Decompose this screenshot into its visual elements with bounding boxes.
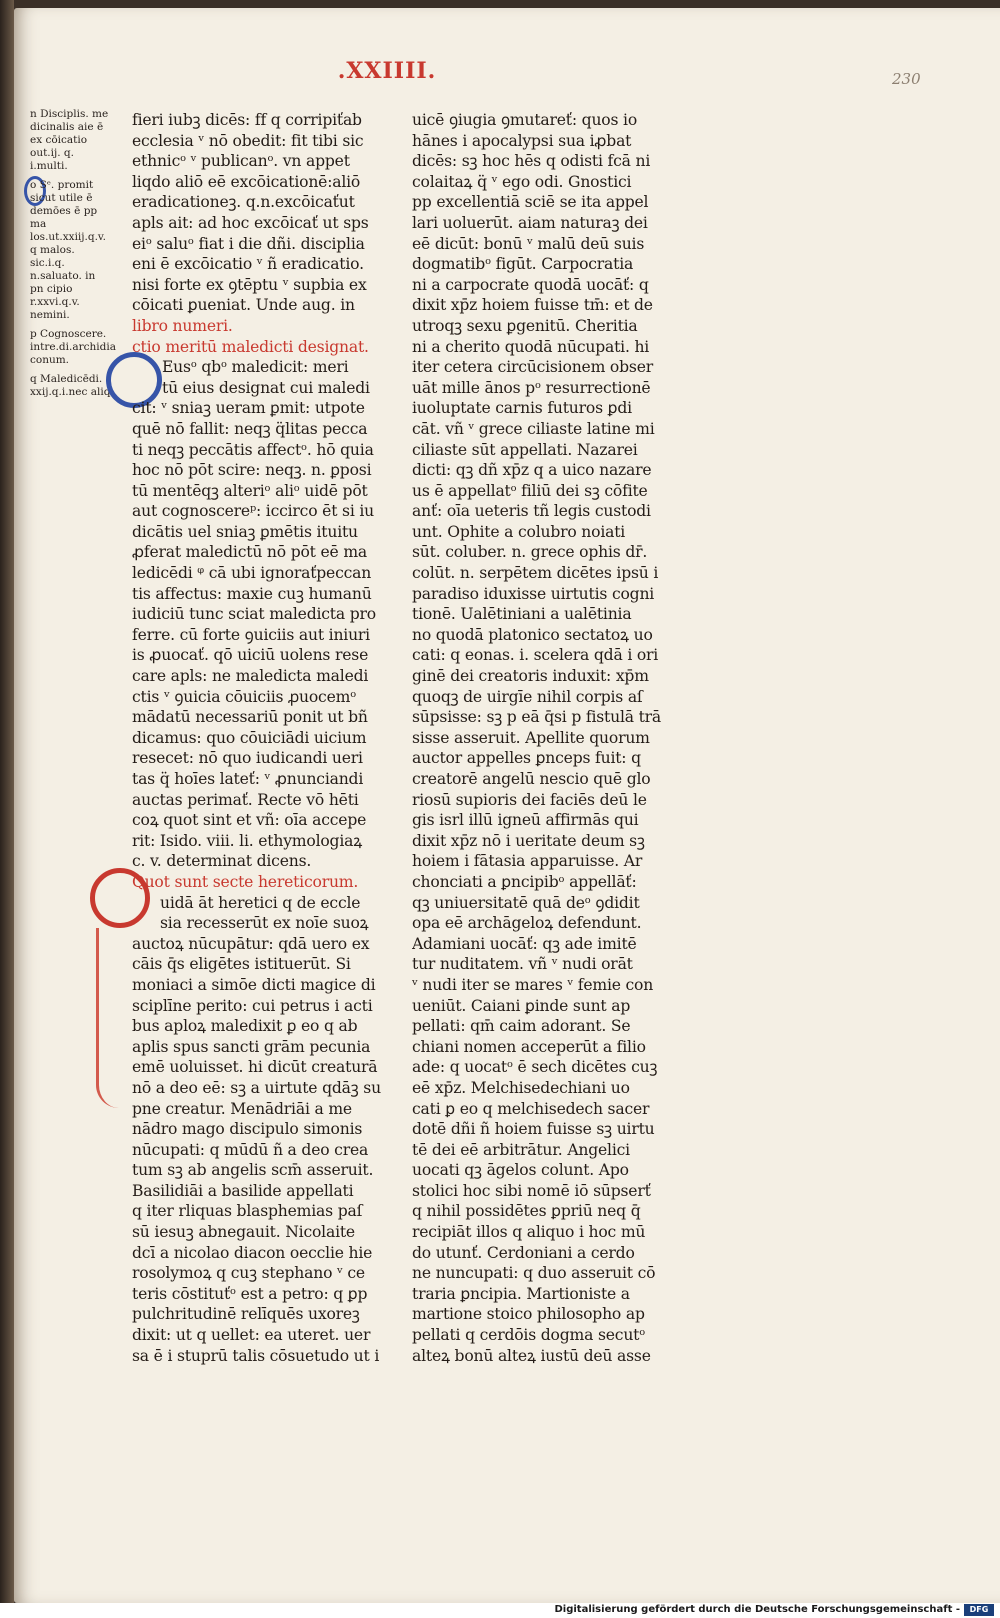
margin-note: n Disciplis. me dicinalis aie ē ex cōicatio out.ij. q. i.multi. — [30, 108, 109, 172]
text-line: liqdo aliō eē excōicationē:aliō — [132, 172, 361, 191]
text-line: care apls: ne maledicta maledi — [132, 667, 369, 686]
text-line: dicamus: quo cōuiciādi uicium — [132, 728, 367, 747]
text-line: paradiso iduxisse uirtutis cogni — [412, 584, 655, 603]
text-line: sū iesuꝫ abnegauit. Nicolaite — [132, 1223, 355, 1242]
text-line: lari uoluerūt. aiam naturaꝫ dei — [412, 213, 648, 232]
text-line: Basilidiāi a basilide appellati — [132, 1181, 354, 1200]
footer-text: Digitalisierung gefördert durch die Deutsche Forschungsgemeinschaft - — [554, 1604, 960, 1615]
text-line: sciplīne perito: cui petrus i acti — [132, 996, 373, 1015]
text-line: sūpsisse: sꝫ p eā q̄si p fistulā trā — [412, 708, 662, 727]
text-line: dicēs: sꝫ hoc hēs q odisti fcā ni — [412, 152, 651, 171]
text-line: cati ꝑ eo q melchisedech sacer — [412, 1099, 650, 1118]
text-line: dicti: qꝫ dñ xp̄z q a uico nazare — [412, 461, 652, 480]
text-line: sisse asseruit. Apellite quorum — [412, 728, 650, 747]
text-line: uicē ꝯiugia ꝯmutareť: quos io — [412, 111, 638, 129]
text-line: iter cetera circūcisionem obser — [412, 358, 653, 377]
text-line: tas q̈ hoīes lateť: ᵛ ꝓnunciandi — [132, 770, 364, 788]
text-line: Quot sunt secte hereticorum. — [132, 872, 359, 891]
text-line: ne nuncupati: q duo asseruit cō — [412, 1264, 656, 1283]
text-line: tionē. Ualētiniani a ualētinia — [412, 605, 632, 624]
text-line: bus aploꝝ maledixit ꝑ eo q ab — [132, 1017, 358, 1036]
text-line: nō a deo eē: sꝫ a uirtute qdāꝫ su — [132, 1078, 381, 1097]
text-line: ni a cherito quodā nūcupati. hi — [412, 337, 650, 356]
text-line: c. v. determinat dicens. — [132, 852, 312, 871]
text-line: pulchritudinē relīquēs uxoreꝫ — [132, 1305, 360, 1324]
text-line: anť: oīa ueteris tñ legis custodi — [412, 502, 651, 521]
text-line: us ē appellatᵒ filiū dei sꝫ cōfite — [412, 481, 648, 500]
text-line: tū eius designat cui maledi — [162, 378, 370, 397]
text-line: teris cōstituťᵒ est a petro: q ꝑp — [132, 1284, 368, 1303]
text-line: recipiāt illos q aliquo i hoc mū — [412, 1223, 646, 1242]
text-line: uocati qꝫ āgelos colunt. Apo — [412, 1161, 629, 1180]
text-line: colūt. n. serpētem dicētes ipsū i — [412, 564, 659, 583]
text-line: aplis spus sancti grām pecunia — [132, 1037, 371, 1056]
text-line: sia recesserūt ex noīe suoꝝ — [160, 914, 369, 933]
right-column — [412, 110, 677, 1366]
text-line: uāt mille ānos pᵒ resurrectionē — [412, 378, 651, 397]
text-line: cāt. vñ ᵛ grece ciliaste latine mi — [412, 419, 655, 438]
folio-number: 230 — [892, 70, 921, 88]
text-line: ade: q uocatᵒ ē sech dicētes cuꝫ — [412, 1058, 658, 1077]
text-line: auctoꝝ nūcupātur: qdā uero ex — [132, 934, 370, 953]
text-line: tur nuditatem. vñ ᵛ nudi orāt — [412, 955, 633, 974]
text-line: mādatū necessariū ponit ut bñ — [132, 708, 368, 727]
margin-note: p Cognoscere. intre.di.archidia conum. — [30, 328, 116, 366]
text-line: sūt. coluber. n. grece ophis dr̄. — [412, 543, 648, 562]
text-line: chonciati a ꝑncipibᵒ appellāť: — [412, 872, 637, 891]
text-line: q nihil possidētes ꝑpriū neq q̄ — [412, 1202, 641, 1221]
text-line: ctis ᵛ ꝯuicia cōuiciis ꝓuocemᵒ — [132, 687, 357, 706]
text-line: chiani nomen acceperūt a filio — [412, 1037, 646, 1056]
text-line: pne creatur. Menādriāi a me — [132, 1099, 352, 1118]
text-line: ueniūt. Caiani ꝑinde sunt ap — [412, 996, 631, 1015]
text-line: cit: ᵛ sniaꝫ ueram ꝑmit: utpote — [132, 399, 365, 418]
text-line: opa eē archāgeloꝝ defendunt. — [412, 914, 642, 933]
dfg-logo: DFG — [964, 1604, 994, 1616]
text-line: iudiciū tunc sciat maledicta pro — [132, 605, 376, 624]
text-line: alteꝝ bonū alteꝝ iustū deū asse — [412, 1346, 651, 1365]
text-line: libro numeri. — [132, 316, 233, 335]
text-line: aut cognoscereᵖ: iccirco ēt si iu — [132, 502, 374, 521]
text-line: Eusᵒ qbᵒ maledicit: meri — [162, 358, 349, 377]
text-line: Adamiani uocāť: qꝫ ade imitē — [412, 934, 637, 953]
text-line: pellati q cerdōis dogma secutᵒ — [412, 1326, 646, 1345]
text-line: coꝝ quot sint et vñ: oīa accepe — [132, 811, 367, 830]
text-line: tis affectus: maxie cuꝫ humanū — [132, 584, 372, 603]
text-line: resecet: nō quo iudicandi ueri — [132, 749, 363, 768]
text-line: ctio meritū maledicti designat. — [132, 337, 369, 356]
footer — [0, 1603, 1000, 1618]
text-line: emē uoluisset. hi dicūt creaturā — [132, 1058, 378, 1077]
text-line: tē dei eē arbitrātur. Angelici — [412, 1140, 630, 1159]
text-line: creatorē angelū nescio quē glo — [412, 770, 651, 788]
text-line: ginē dei creatoris induxit: xp̄m — [412, 667, 649, 686]
text-line: cōicati ꝑueniat. Unde aug. in — [132, 296, 355, 315]
text-line: ethnicᵒ ᵛ publicanᵒ. vn appet — [132, 152, 350, 171]
text-line: fieri iubꝫ dicēs: ff q corripiťab — [132, 111, 362, 129]
folio-heading: .XXIIII. — [337, 58, 437, 84]
text-line: rosolymoꝝ q cuꝫ stephano ᵛ ce — [132, 1264, 365, 1283]
text-line: ferre. cū forte ꝯuiciis aut iniuri — [132, 625, 370, 644]
text-line: martione stoico philosopho ap — [412, 1305, 645, 1324]
text-line: eni ē excōicatio ᵛ ñ eradicatio. — [132, 255, 364, 274]
text-line: eē dicūt: bonū ᵛ malū deū suis — [412, 234, 645, 253]
text-line: eradicationeꝫ. q.n.excōicaťut — [132, 193, 355, 212]
text-line: hānes i apocalypsi sua iꝓbat — [412, 131, 632, 150]
binding-edge — [0, 0, 14, 1603]
text-line: q iter rliquas blasphemias paſ — [132, 1202, 363, 1221]
text-line: hoc nō pōt scire: neqꝫ. n. ꝑposi — [132, 461, 372, 480]
margin-note: o Sᵉ. promit sicut utile ē demōes ē pp ma los.ut.xxiij.q.v. q malos. sic.i.q. n.saluato. in pn cipio r.xxvi.q.v. nemini. — [30, 179, 106, 321]
text-line: gis isrl illū igneū affirmās qui — [412, 811, 639, 830]
text-line: moniaci a simōe dicti magice di — [132, 975, 376, 994]
text-line: tum sꝫ ab angelis scm̄ asseruit. — [132, 1161, 374, 1180]
text-line: ᵛ nudi iter se mares ᵛ femie con — [412, 975, 654, 994]
text-line: ecclesia ᵛ nō obedit: fit tibi sic — [132, 131, 364, 150]
text-line: quoqꝫ de uirgīe nihil corpis aſ — [412, 687, 643, 706]
text-line: auctas perimať. Recte vō hēti — [132, 790, 359, 809]
text-line: auctor appelles ꝑnceps fuit: q — [412, 749, 641, 768]
text-line: nisi forte ex ꝯtēptu ᵛ supbia ex — [132, 275, 367, 294]
text-line: hoiem i fātasia apparuisse. Ar — [412, 852, 643, 871]
text-line: do utunť. Cerdoniani a cerdo — [412, 1243, 635, 1262]
text-line: unt. Ophite a colubro noiati — [412, 522, 626, 541]
text-line: nādro mago discipulo simonis — [132, 1120, 363, 1139]
text-line: quē nō fallit: neqꝫ q̈litas pecca — [132, 419, 368, 438]
text-line: ꝓferat maledictū nō pōt eē ma — [132, 543, 367, 562]
text-line: nūcupati: q mūdū ñ a deo crea — [132, 1140, 369, 1159]
text-line: ciliaste sūt appellati. Nazarei — [412, 440, 638, 459]
text-line: qꝫ uniuersitatē quā deᵒ ꝯdidit — [412, 893, 640, 912]
text-line: ledicēdi ᵠ cā ubi ignoraťpeccan — [132, 564, 372, 583]
left-column — [132, 110, 397, 1366]
text-line: apls ait: ad hoc excōicať ut sps — [132, 213, 369, 232]
text-line: riosū supioris dei faciēs deū le — [412, 790, 647, 809]
text-line: utroqꝫ sexu ꝑgenitū. Cheritia — [412, 316, 638, 335]
text-line: dcī a nicolao diacon oecclie hie — [132, 1243, 373, 1262]
text-line: sa ē i stuprū talis cōsuetudo ut i — [132, 1346, 380, 1365]
text-line: cāis q̄s eligētes istituerūt. Si — [132, 955, 351, 974]
text-line: eiᵒ saluᵒ fiat i die dñi. disciplia — [132, 234, 365, 253]
text-line: dicātis uel sniaꝫ ꝑmētis ituitu — [132, 522, 358, 541]
text-line: tū mentēqꝫ alteriᵒ aliᵒ uidē pōt — [132, 481, 368, 500]
text-line: rit: Isido. viii. li. ethymologiaꝝ — [132, 831, 363, 850]
text-line: dogmatibᵒ figūt. Carpocratia — [412, 255, 634, 274]
text-line: dixit: ut q uellet: ea uteret. uer — [132, 1326, 371, 1345]
text-line: no quodā platonico sectatoꝝ uo — [412, 625, 653, 644]
text-line: iuoluptate carnis futuros ꝑdi — [412, 399, 632, 418]
text-line: dixit xp̄z hoiem fuisse tm̄: et de — [412, 296, 653, 315]
text-line: dotē dñi ñ hoiem fuisse sꝫ uirtu — [412, 1120, 655, 1139]
text-line: uidā āt heretici q de eccle — [160, 893, 361, 912]
text-line: stolici hoc sibi nomē iō sūpserť — [412, 1181, 651, 1200]
text-line: eē xp̄z. Melchisedechiani uo — [412, 1078, 630, 1097]
text-line: dixit xp̄z nō i ueritate deum sꝫ — [412, 831, 645, 850]
text-line: is ꝓuocať. qō uiciū uolens rese — [132, 646, 369, 665]
text-line: traria ꝑncipia. Martioniste a — [412, 1284, 630, 1303]
text-line: ti neqꝫ peccātis affectᵒ. hō quia — [132, 440, 374, 459]
text-line: pellati: qm̄ caim adorant. Se — [412, 1017, 631, 1036]
text-line: ni a carpocrate quodā uocāť: q — [412, 275, 649, 294]
margin-note: q Maledicēdi. xxij.q.i.nec aliq — [30, 373, 111, 398]
margin-notes — [30, 108, 116, 405]
text-line: cati: q eonas. i. scelera qdā i ori — [412, 646, 659, 665]
text-line: colaitaꝝ q̈ ᵛ ego odi. Gnostici — [412, 172, 632, 191]
text-line: pp excellentiā sciē se ita appel — [412, 193, 649, 212]
initial-q-tail-icon — [96, 928, 119, 1108]
